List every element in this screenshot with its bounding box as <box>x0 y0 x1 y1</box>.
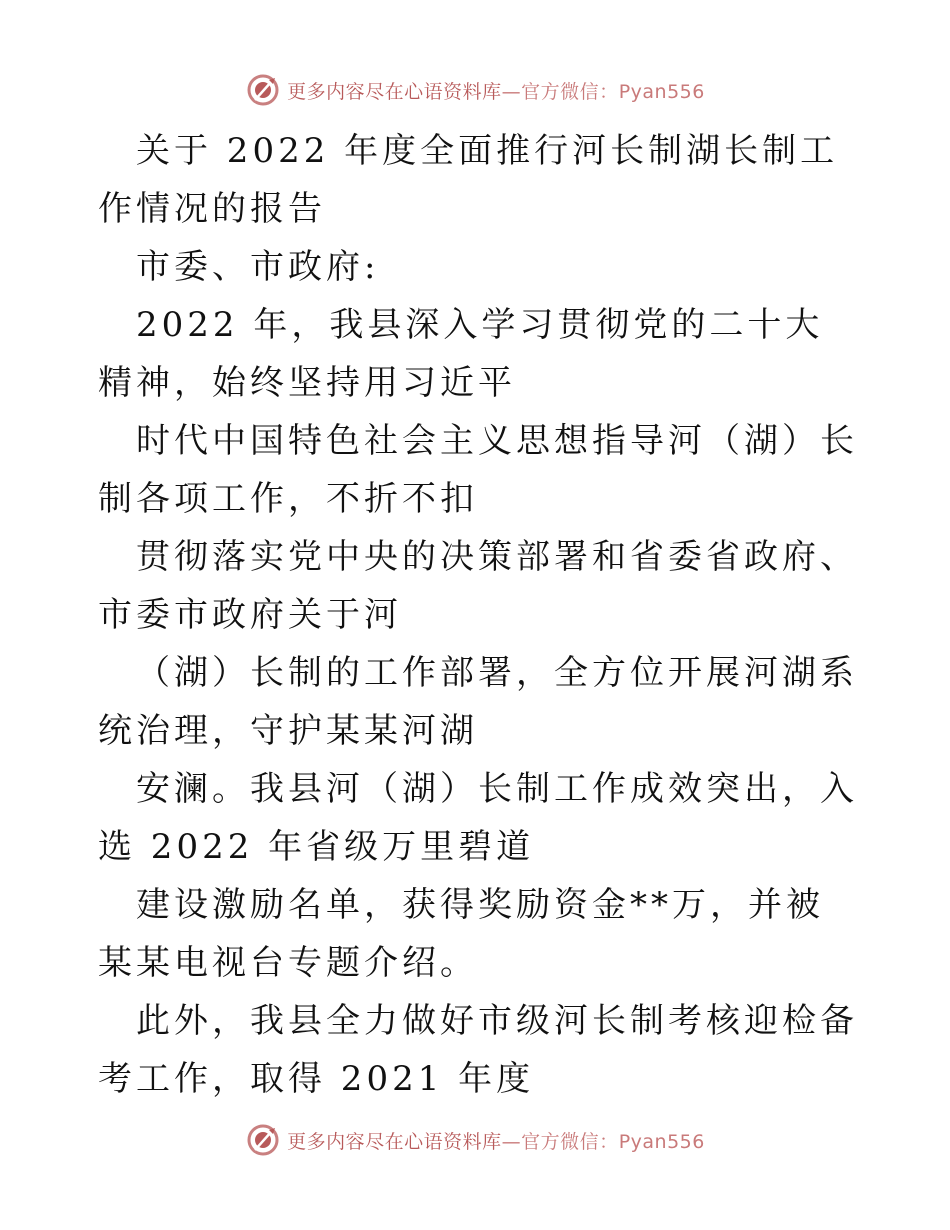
watermark-text <box>287 77 705 104</box>
watermark-label: 更多内容尽在心语资料库 <box>287 1130 502 1153</box>
body-paragraph: 时代中国特色社会主义思想指导河（湖）长制各项工作，不折不扣 <box>98 421 858 519</box>
watermark-dash: — <box>501 80 522 103</box>
watermark-dash: — <box>501 1130 522 1153</box>
salutation: 市委、市政府: <box>136 247 380 287</box>
body-paragraph: 2022 年，我县深入学习贯彻党的二十大精神，始终坚持用习近平 <box>98 305 824 403</box>
body-paragraph: 此外，我县全力做好市级河长制考核迎检备考工作，取得 2021 年度 <box>98 1001 858 1099</box>
footer-watermark <box>0 1120 950 1160</box>
watermark-handle: Pyan556 <box>618 80 705 103</box>
pen-logo-icon <box>245 1122 281 1158</box>
header-watermark <box>0 70 950 110</box>
document-body <box>98 122 858 1108</box>
watermark-suffix: 官方微信： <box>521 80 619 103</box>
body-paragraph: （湖）长制的工作部署，全方位开展河湖系统治理，守护某某河湖 <box>98 653 858 751</box>
watermark-handle: Pyan556 <box>618 1130 705 1153</box>
watermark-text <box>287 1127 705 1154</box>
body-paragraph: 贯彻落实党中央的决策部署和省委省政府、市委市政府关于河 <box>98 537 858 635</box>
watermark-label: 更多内容尽在心语资料库 <box>287 80 502 103</box>
body-paragraph: 建设激励名单，获得奖励资金**万，并被某某电视台专题介绍。 <box>98 885 824 983</box>
pen-logo-icon <box>245 72 281 108</box>
body-paragraph: 安澜。我县河（湖）长制工作成效突出，入选 2022 年省级万里碧道 <box>98 769 858 867</box>
document-title: 关于 2022 年度全面推行河长制湖长制工作情况的报告 <box>98 131 839 229</box>
watermark-suffix: 官方微信： <box>521 1130 619 1153</box>
